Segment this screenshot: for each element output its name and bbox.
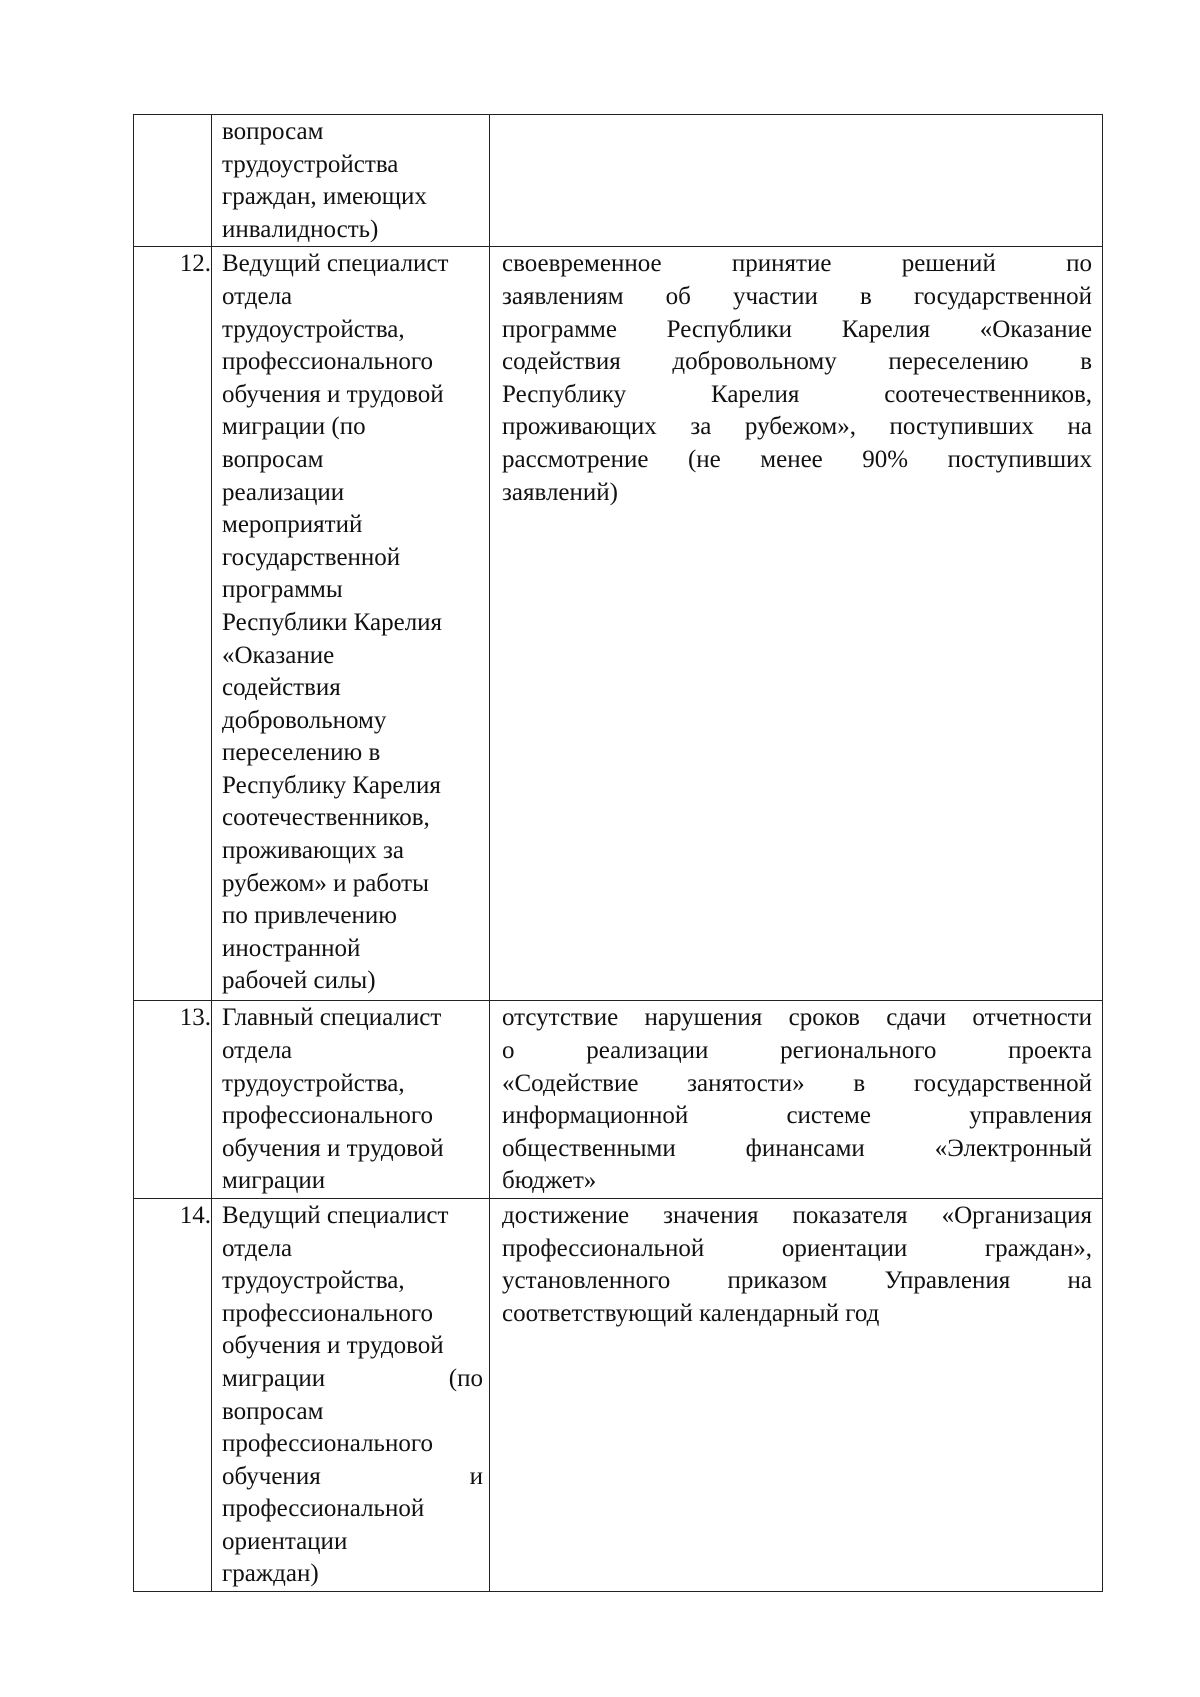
position-text-line: обучения и трудовой [222, 380, 444, 408]
position-text-line: вопросам [222, 1397, 324, 1425]
position-text-line: миграции (по [222, 413, 366, 441]
row-number: 14. [179, 1201, 211, 1229]
position-text-line: профессиональной [222, 1495, 425, 1523]
criterion-text-line: Республику Карелия соотечественников, [502, 380, 1092, 408]
row-number: 13. [179, 1004, 211, 1032]
position-text-line: граждан, имеющих [222, 183, 427, 211]
position-text-line: трудоустройства, [222, 315, 405, 343]
position-text-line: «Оказание [222, 641, 335, 669]
position-text-line: программы [222, 576, 343, 604]
position-cell [212, 115, 490, 247]
position-text-line: миграции [222, 1167, 326, 1195]
criterion-text-line: рассмотрение (не менее 90% поступивших [502, 445, 1092, 473]
position-text-line: рабочей силы) [222, 967, 376, 995]
position-text-line: содействия [222, 674, 341, 702]
position-text-line: трудоустройства, [222, 1267, 405, 1295]
position-text-line: Главный специалист [222, 1004, 442, 1032]
position-cell [212, 247, 490, 1001]
position-text-line: Республику Карелия [222, 771, 441, 799]
criterion-text-line: отсутствие нарушения сроков сдачи отчетности [502, 1004, 1092, 1032]
position-text-line: обучения и трудовой [222, 1332, 444, 1360]
position-text-line: трудоустройства [222, 150, 399, 178]
criterion-text-line: профессиональной ориентации граждан», [502, 1234, 1092, 1262]
position-text-line: миграции (по [222, 1364, 483, 1392]
criterion-text-line: соответствующий календарный год [502, 1299, 880, 1327]
position-text-line: профессионального [222, 1102, 433, 1130]
criterion-cell [490, 115, 1103, 247]
position-text-line: инвалидность) [222, 215, 379, 243]
criterion-text-line: общественными финансами «Электронный [502, 1134, 1092, 1162]
position-text-line: профессионального [222, 348, 433, 376]
criterion-text-line: информационной системе управления [502, 1102, 1092, 1130]
criterion-text-line: содействия добровольному переселению в [502, 348, 1092, 376]
position-text-line: отдела [222, 1234, 293, 1262]
position-text-line: Ведущий специалист [222, 250, 449, 278]
position-text-line: переселению в [222, 739, 381, 767]
criterion-cell [490, 1001, 1103, 1199]
position-text-line: реализации [222, 478, 345, 506]
position-text-line: государственной [222, 543, 401, 571]
position-text-line: граждан) [222, 1560, 319, 1588]
table-row [134, 1198, 1103, 1591]
position-text-line: вопросам [222, 118, 324, 145]
position-text-line: отдела [222, 282, 293, 310]
position-text-line: Ведущий специалист [222, 1201, 449, 1229]
position-text-line: обучения и [222, 1462, 483, 1490]
row-number-cell [134, 247, 212, 1001]
criteria-table [133, 114, 1103, 1592]
row-number-cell [134, 115, 212, 247]
table-row [134, 115, 1103, 247]
criterion-cell [490, 1198, 1103, 1591]
position-text-line: отдела [222, 1036, 293, 1064]
position-text-line: иностранной [222, 934, 361, 962]
row-number: 12. [179, 250, 211, 278]
position-text-line: добровольному [222, 706, 387, 734]
position-text-line: соотечественников, [222, 804, 430, 832]
criterion-text-line: заявлений) [502, 478, 618, 506]
table-row [134, 1001, 1103, 1199]
table-row [134, 247, 1103, 1001]
criterion-text-line: о реализации регионального проекта [502, 1036, 1092, 1064]
criterion-text-line: программе Республики Карелия «Оказание [502, 315, 1092, 343]
criterion-text-line: установленного приказом Управления на [502, 1267, 1092, 1295]
position-text-line: Республики Карелия [222, 608, 443, 636]
row-number-cell [134, 1001, 212, 1199]
position-text-line: ориентации [222, 1527, 348, 1555]
position-text-line: обучения и трудовой [222, 1134, 444, 1162]
criterion-text-line: достижение значения показателя «Организация [502, 1201, 1092, 1229]
row-number-cell [134, 1198, 212, 1591]
criterion-text-line: своевременное принятие решений по [502, 250, 1092, 278]
position-cell [212, 1198, 490, 1591]
position-text-line: рубежом» и работы [222, 869, 429, 897]
position-cell [212, 1001, 490, 1199]
position-text-line: по привлечению [222, 902, 397, 930]
criterion-text-line: бюджет» [502, 1167, 597, 1195]
position-text-line: проживающих за [222, 837, 405, 865]
position-text-line: вопросам [222, 445, 324, 473]
criterion-text-line: «Содействие занятости» в государственной [502, 1069, 1092, 1097]
position-text-line: профессионального [222, 1430, 433, 1458]
position-text-line: мероприятий [222, 511, 363, 539]
criterion-text-line: заявлениям об участии в государственной [502, 282, 1092, 310]
criterion-text-line: проживающих за рубежом», поступивших на [502, 413, 1092, 441]
criterion-cell [490, 247, 1103, 1001]
position-text-line: профессионального [222, 1299, 433, 1327]
position-text-line: трудоустройства, [222, 1069, 405, 1097]
